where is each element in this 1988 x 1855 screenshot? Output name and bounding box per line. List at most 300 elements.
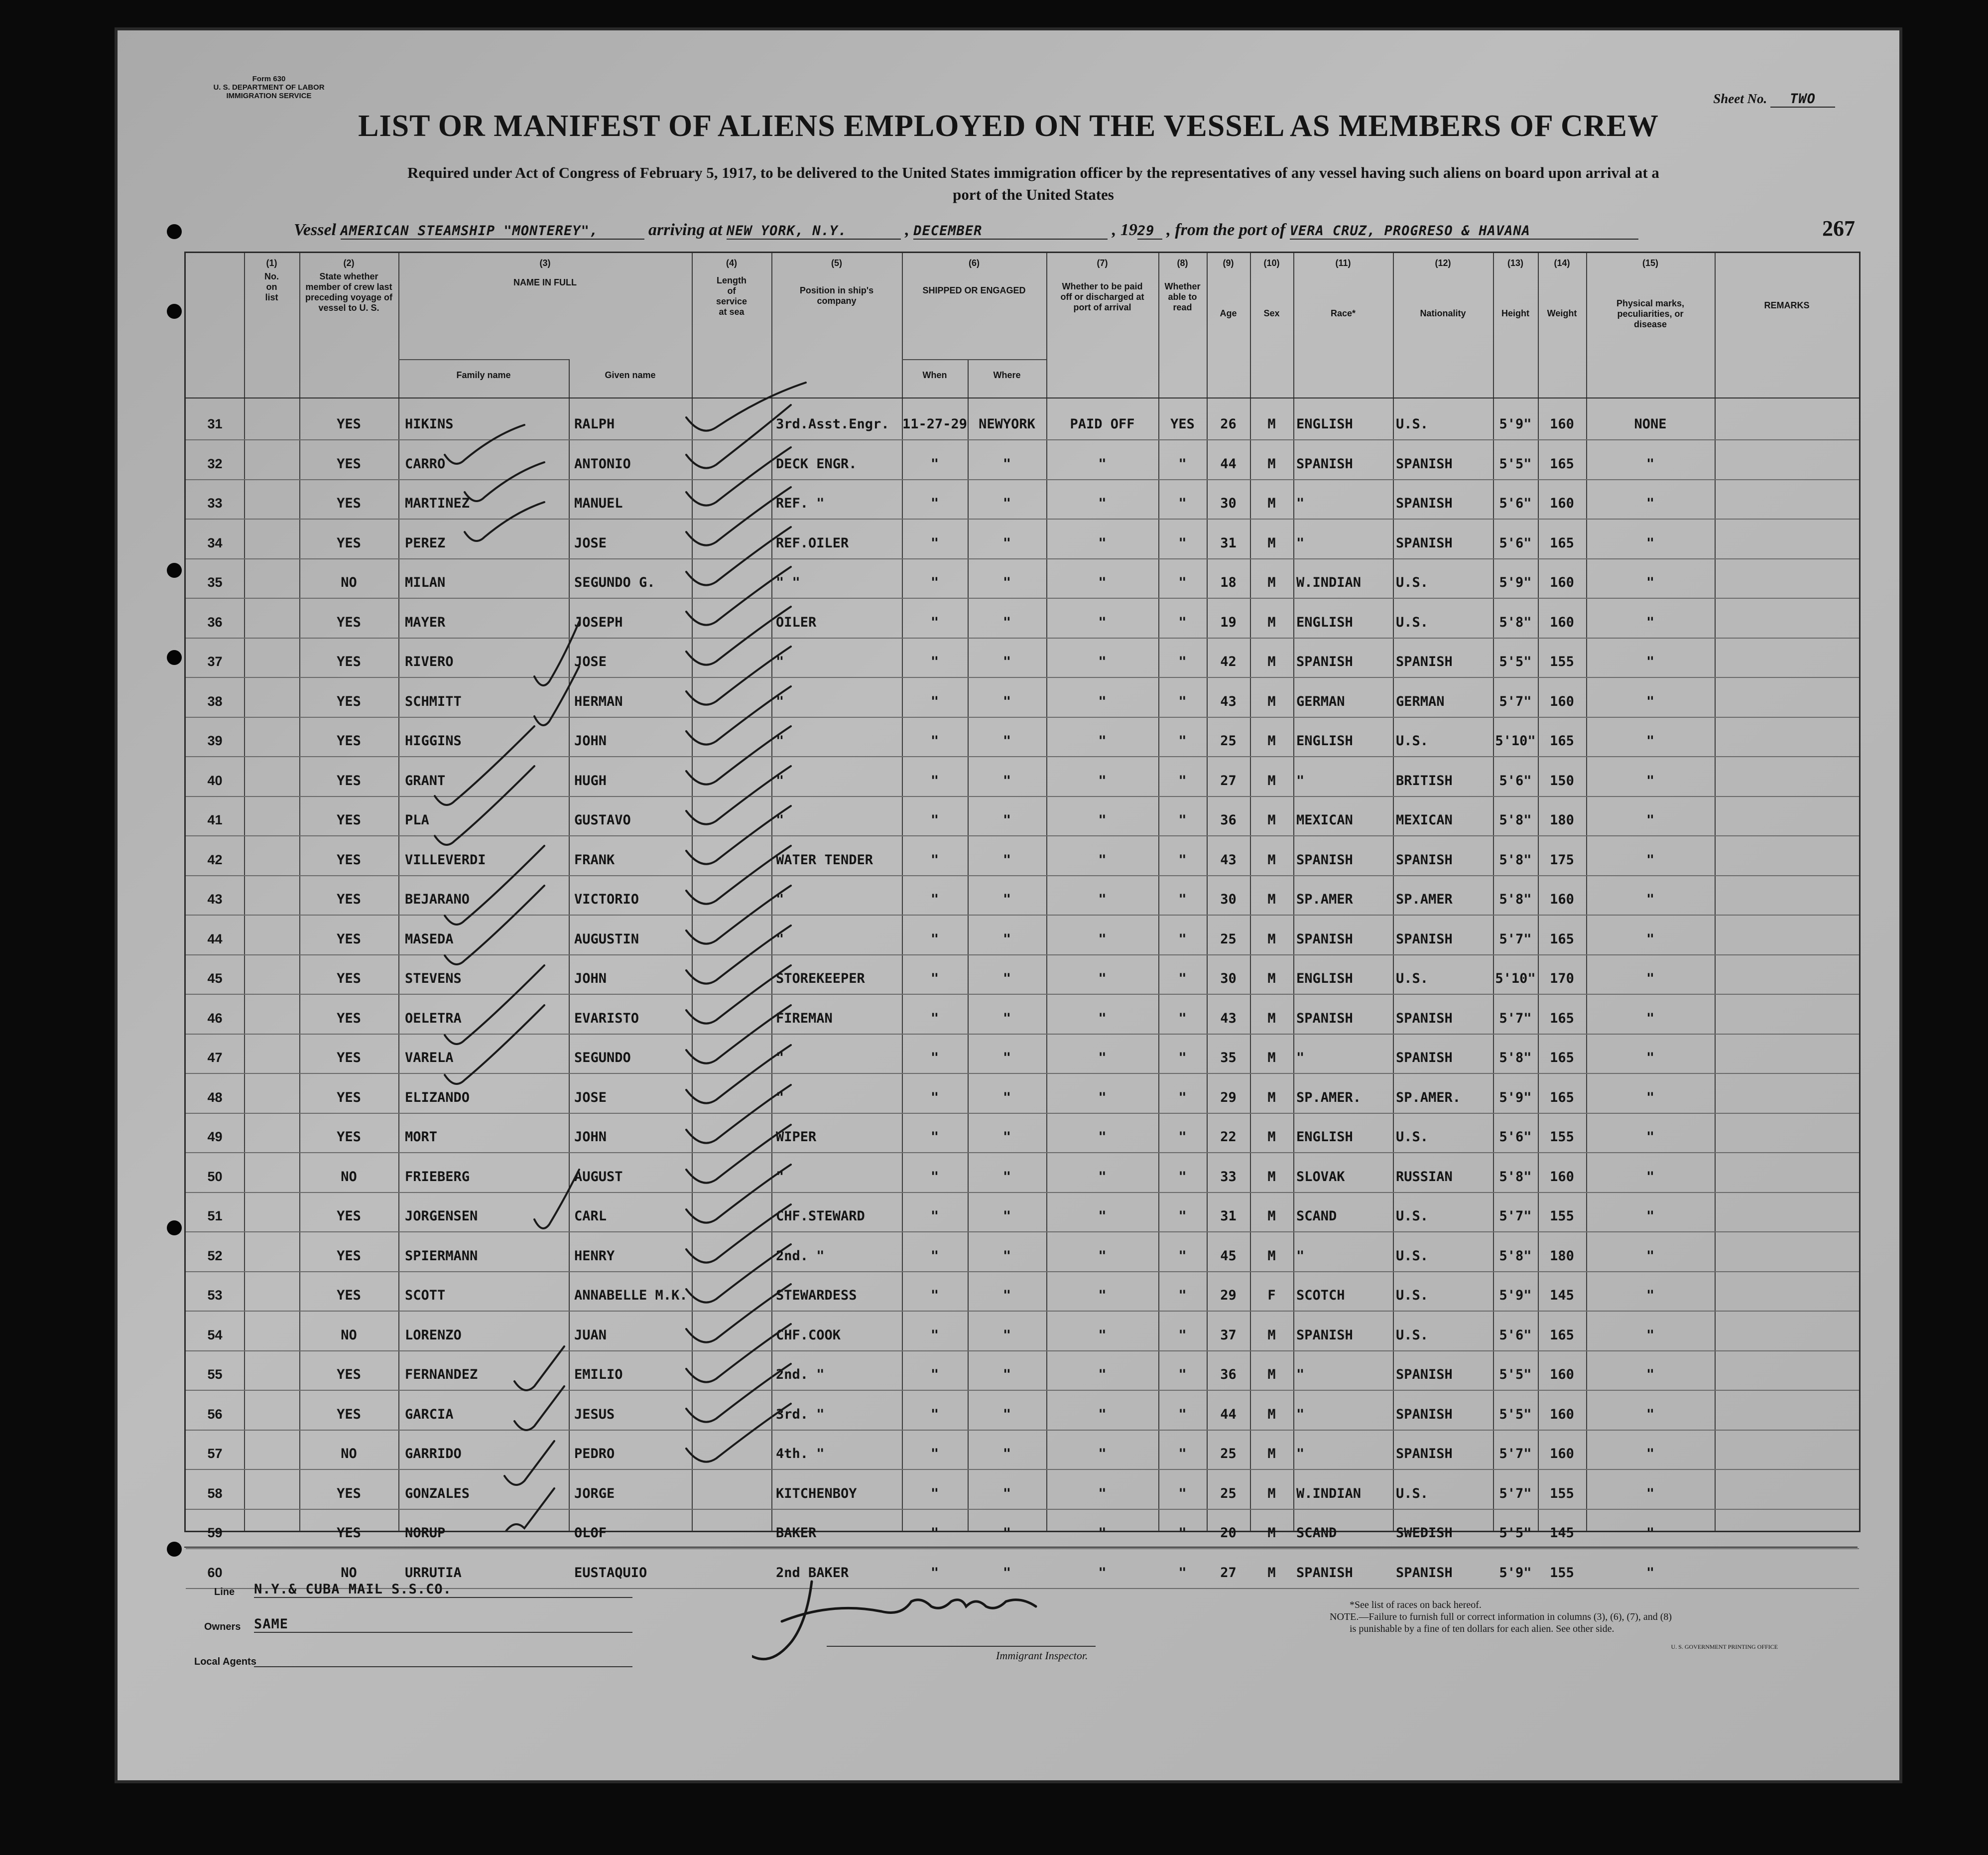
- cell-sex: M: [1267, 1367, 1276, 1382]
- cell-prev: YES: [337, 614, 361, 630]
- cell-when: ": [930, 1129, 939, 1145]
- cell-weight: 165: [1550, 1050, 1574, 1065]
- arriving-port: NEW YORK, N.Y.: [727, 223, 901, 240]
- cell-prev: YES: [337, 812, 361, 828]
- sheet-number: TWO: [1770, 91, 1835, 108]
- cell-family: ELIZANDO: [405, 1089, 470, 1105]
- cell-height: 5'7": [1499, 1010, 1532, 1026]
- cell-age: 29: [1220, 1288, 1237, 1303]
- cell-read: ": [1178, 1129, 1187, 1145]
- cell-age: 43: [1220, 693, 1237, 709]
- cell-no: 32: [207, 456, 223, 471]
- cell-given: EUSTAQUIO: [574, 1565, 647, 1581]
- col-10-header: (10) Sex: [1263, 258, 1280, 318]
- cell-height: 5'5": [1499, 654, 1532, 669]
- cell-age: 43: [1220, 852, 1237, 868]
- cell-paid: ": [1098, 1248, 1107, 1264]
- cell-sex: M: [1267, 614, 1276, 630]
- cell-height: 5'5": [1499, 1525, 1532, 1541]
- cell-marks: ": [1646, 1446, 1655, 1461]
- cell-weight: 180: [1550, 1248, 1574, 1264]
- cell-height: 5'8": [1499, 1050, 1532, 1065]
- cell-prev: NO: [341, 1565, 357, 1581]
- cell-height: 5'6": [1499, 496, 1532, 511]
- cell-family: VARELA: [405, 1050, 454, 1065]
- cell-where: NEWYORK: [979, 416, 1035, 432]
- cell-weight: 165: [1550, 535, 1574, 551]
- cell-nat: BRITISH: [1396, 773, 1453, 789]
- cell-weight: 160: [1550, 416, 1574, 432]
- cell-marks: ": [1646, 812, 1655, 828]
- printer-credit: U. S. GOVERNMENT PRINTING OFFICE: [1671, 1643, 1778, 1650]
- cell-prev: YES: [337, 1050, 361, 1065]
- cell-paid: ": [1098, 1089, 1107, 1105]
- cell-age: 33: [1220, 1169, 1237, 1185]
- cell-where: ": [1002, 1169, 1011, 1185]
- cell-race: SPANISH: [1296, 1327, 1353, 1343]
- cell-marks: ": [1646, 1367, 1655, 1382]
- cell-age: 26: [1220, 416, 1237, 432]
- cell-age: 30: [1220, 971, 1237, 986]
- cell-paid: ": [1098, 733, 1107, 749]
- cell-weight: 175: [1550, 852, 1574, 868]
- cell-when: ": [930, 456, 939, 472]
- cell-marks: ": [1646, 654, 1655, 669]
- cell-no: 33: [207, 496, 223, 511]
- cell-height: 5'5": [1499, 1367, 1532, 1382]
- cell-no: 31: [207, 416, 223, 431]
- col-3-header: (3) NAME IN FULL: [513, 258, 577, 287]
- cell-given: JOHN: [574, 1129, 607, 1145]
- cell-paid: ": [1098, 1367, 1107, 1382]
- cell-height: 5'8": [1499, 1169, 1532, 1185]
- cell-prev: YES: [337, 931, 361, 947]
- cell-pos: ": [776, 931, 784, 947]
- cell-age: 31: [1220, 1208, 1237, 1224]
- check-mark: [514, 1346, 564, 1390]
- cell-pos: ": [776, 812, 784, 828]
- cell-read: ": [1178, 812, 1187, 828]
- cell-sex: M: [1267, 456, 1276, 472]
- cell-paid: ": [1098, 892, 1107, 907]
- col-8-header: (8) Whether able to read: [1164, 258, 1201, 312]
- cell-no: 48: [207, 1089, 223, 1105]
- cell-sex: M: [1267, 1248, 1276, 1264]
- cell-height: 5'8": [1499, 852, 1532, 868]
- cell-age: 19: [1220, 614, 1237, 630]
- given-name-header: Given name: [605, 370, 656, 380]
- check-mark: [686, 1404, 791, 1462]
- cell-pos: WIPER: [776, 1129, 817, 1145]
- cell-paid: ": [1098, 812, 1107, 828]
- cell-where: ": [1002, 1446, 1011, 1461]
- cell-prev: YES: [337, 456, 361, 472]
- cell-nat: U.S.: [1396, 575, 1429, 590]
- handwritten-check-marks: [186, 253, 1859, 1531]
- cell-no: 40: [207, 773, 223, 788]
- cell-marks: ": [1646, 971, 1655, 986]
- cell-read: ": [1178, 892, 1187, 907]
- cell-family: PLA: [405, 812, 429, 828]
- cell-age: 42: [1220, 654, 1237, 669]
- cell-paid: ": [1098, 931, 1107, 947]
- cell-nat: U.S.: [1396, 1288, 1429, 1303]
- col-7-header: (7) Whether to be paid off or discharged at port of arrival: [1060, 258, 1144, 312]
- cell-race: SPANISH: [1296, 456, 1353, 472]
- cell-age: 35: [1220, 1050, 1237, 1065]
- cell-marks: ": [1646, 773, 1655, 789]
- cell-marks: ": [1646, 456, 1655, 472]
- cell-age: 45: [1220, 1248, 1237, 1264]
- cell-when: ": [930, 812, 939, 828]
- cell-weight: 150: [1550, 773, 1574, 789]
- cell-prev: YES: [337, 1248, 361, 1264]
- arriving-label: arriving at: [648, 221, 723, 239]
- cell-pos: ": [776, 1050, 784, 1065]
- cell-family: BEJARANO: [405, 892, 470, 907]
- cell-paid: ": [1098, 614, 1107, 630]
- cell-prev: YES: [337, 971, 361, 986]
- cell-height: 5'8": [1499, 1248, 1532, 1264]
- cell-sex: M: [1267, 496, 1276, 511]
- punch-hole: [167, 1542, 182, 1557]
- check-mark: [514, 1386, 564, 1430]
- cell-read: ": [1178, 773, 1187, 789]
- cell-age: 22: [1220, 1129, 1237, 1145]
- cell-age: 30: [1220, 496, 1237, 511]
- cell-when: ": [930, 1010, 939, 1026]
- cell-where: ": [1002, 693, 1011, 709]
- fine-note-line-2: is punishable by a fine of ten dollars for each alien. See other side.: [1350, 1623, 1615, 1634]
- cell-sex: M: [1267, 1406, 1276, 1422]
- cell-read: ": [1178, 1089, 1187, 1105]
- cell-read: ": [1178, 1208, 1187, 1224]
- cell-where: ": [1002, 1485, 1011, 1501]
- cell-age: 27: [1220, 1565, 1237, 1581]
- cell-when: ": [930, 1169, 939, 1185]
- cell-where: ": [1002, 456, 1011, 472]
- cell-no: 49: [207, 1129, 223, 1144]
- where-header: Where: [993, 370, 1021, 380]
- cell-when: ": [930, 1089, 939, 1105]
- cell-prev: YES: [337, 1367, 361, 1382]
- cell-marks: ": [1646, 1406, 1655, 1422]
- cell-pos: FIREMAN: [776, 1010, 833, 1026]
- cell-pos: ": [776, 1089, 784, 1105]
- cell-paid: ": [1098, 1288, 1107, 1303]
- cell-no: 44: [207, 931, 223, 946]
- form-number: Form 630: [252, 75, 286, 83]
- cell-weight: 180: [1550, 812, 1574, 828]
- cell-given: JOSE: [574, 535, 607, 551]
- cell-paid: ": [1098, 1406, 1107, 1422]
- cell-sex: M: [1267, 1208, 1276, 1224]
- cell-prev: YES: [337, 693, 361, 709]
- cell-given: GUSTAVO: [574, 812, 631, 828]
- inspector-label: Immigrant Inspector.: [996, 1649, 1088, 1662]
- cell-paid: ": [1098, 1485, 1107, 1501]
- cell-age: 25: [1220, 1446, 1237, 1461]
- cell-nat: SPANISH: [1396, 852, 1453, 868]
- cell-given: FRANK: [574, 852, 615, 868]
- subtitle-line-2: port of the United States: [953, 186, 1114, 203]
- cell-prev: NO: [341, 1169, 357, 1185]
- check-mark: [686, 965, 791, 1024]
- check-mark: [534, 666, 579, 725]
- col-2-header: (2) State whether member of crew last preceding voyage of vessel to U. S.: [305, 258, 393, 313]
- cell-family: GRANT: [405, 773, 446, 789]
- cell-sex: M: [1267, 1169, 1276, 1185]
- cell-paid: ": [1098, 654, 1107, 669]
- cell-when: ": [930, 1248, 939, 1264]
- cell-sex: M: [1267, 1129, 1276, 1145]
- cell-family: PEREZ: [405, 535, 446, 551]
- cell-weight: 160: [1550, 1169, 1574, 1185]
- cell-family: MASEDA: [405, 931, 454, 947]
- cell-when: ": [930, 931, 939, 947]
- cell-when: ": [930, 614, 939, 630]
- cell-sex: F: [1267, 1288, 1276, 1303]
- cell-when: ": [930, 1406, 939, 1422]
- cell-height: 5'6": [1499, 773, 1532, 789]
- page-subtitle: [189, 162, 1877, 206]
- cell-no: 53: [207, 1288, 223, 1303]
- cell-where: ": [1002, 654, 1011, 669]
- cell-family: SPIERMANN: [405, 1248, 478, 1264]
- owners-value: SAME: [254, 1616, 632, 1633]
- cell-pos: ": [776, 693, 784, 709]
- cell-when: ": [930, 971, 939, 986]
- cell-where: ": [1002, 1367, 1011, 1382]
- cell-paid: ": [1098, 773, 1107, 789]
- vessel-label: Vessel: [294, 221, 336, 239]
- cell-nat: GERMAN: [1396, 693, 1445, 709]
- cell-pos: " ": [776, 575, 800, 590]
- cell-given: JOSE: [574, 1089, 607, 1105]
- local-agents-field: [254, 1666, 632, 1667]
- cell-when: ": [930, 1367, 939, 1382]
- cell-age: 20: [1220, 1525, 1237, 1541]
- check-mark: [686, 1125, 791, 1183]
- cell-nat: U.S.: [1396, 1208, 1429, 1224]
- line-value: N.Y.& CUBA MAIL S.S.CO.: [254, 1582, 632, 1598]
- cell-race: ": [1296, 1446, 1305, 1461]
- cell-weight: 160: [1550, 1406, 1574, 1422]
- cell-given: HENRY: [574, 1248, 615, 1264]
- cell-height: 5'7": [1499, 693, 1532, 709]
- cell-nat: U.S.: [1396, 1129, 1429, 1145]
- cell-weight: 165: [1550, 733, 1574, 749]
- cell-prev: YES: [337, 1406, 361, 1422]
- cell-weight: 160: [1550, 892, 1574, 907]
- cell-when: ": [930, 1327, 939, 1343]
- cell-marks: ": [1646, 614, 1655, 630]
- cell-nat: U.S.: [1396, 1327, 1429, 1343]
- cell-where: ": [1002, 1288, 1011, 1303]
- cell-given: JESUS: [574, 1406, 615, 1422]
- cell-when: ": [930, 1565, 939, 1581]
- punch-hole: [167, 304, 182, 319]
- cell-height: 5'7": [1499, 1485, 1532, 1501]
- cell-nat: U.S.: [1396, 1248, 1429, 1264]
- cell-no: 58: [207, 1485, 223, 1501]
- check-mark: [534, 622, 579, 685]
- cell-no: 56: [207, 1406, 223, 1422]
- cell-pos: KITCHENBOY: [776, 1485, 857, 1501]
- cell-prev: YES: [337, 1208, 361, 1224]
- cell-race: SCOTCH: [1296, 1288, 1345, 1303]
- cell-family: GONZALES: [405, 1485, 470, 1501]
- cell-when: ": [930, 892, 939, 907]
- cell-where: ": [1002, 1010, 1011, 1026]
- cell-weight: 145: [1550, 1288, 1574, 1303]
- cell-given: AUGUSTIN: [574, 931, 639, 947]
- cell-read: ": [1178, 535, 1187, 551]
- cell-family: GARCIA: [405, 1406, 454, 1422]
- cell-height: 5'9": [1499, 1089, 1532, 1105]
- subtitle-line-1: Required under Act of Congress of February 5, 1917, to be delivered to the United States immigration officer by the representatives of any vessel having such aliens on board upon arrival at a: [407, 164, 1659, 181]
- cell-weight: 155: [1550, 1129, 1574, 1145]
- sheet-label: Sheet No.: [1713, 91, 1767, 106]
- cell-nat: SPANISH: [1396, 496, 1453, 511]
- cell-sex: M: [1267, 971, 1276, 986]
- cell-paid: ": [1098, 852, 1107, 868]
- cell-age: 31: [1220, 535, 1237, 551]
- cell-weight: 165: [1550, 931, 1574, 947]
- cell-where: ": [1002, 971, 1011, 986]
- cell-pos: 2nd. ": [776, 1248, 825, 1264]
- cell-prev: YES: [337, 535, 361, 551]
- cell-nat: SPANISH: [1396, 456, 1453, 472]
- cell-nat: SPANISH: [1396, 1050, 1453, 1065]
- col-9-header: (9) Age: [1220, 258, 1237, 318]
- cell-marks: ": [1646, 1565, 1655, 1581]
- cell-race: W.INDIAN: [1296, 575, 1362, 590]
- cell-marks: ": [1646, 1248, 1655, 1264]
- cell-sex: M: [1267, 535, 1276, 551]
- cell-when: ": [930, 535, 939, 551]
- cell-pos: REF. ": [776, 496, 825, 511]
- cell-marks: ": [1646, 575, 1655, 590]
- check-mark: [435, 726, 534, 805]
- cell-read: ": [1178, 1406, 1187, 1422]
- cell-prev: NO: [341, 575, 357, 590]
- cell-pos: ": [776, 654, 784, 669]
- cell-marks: NONE: [1634, 416, 1667, 432]
- cell-given: EMILIO: [574, 1367, 623, 1382]
- cell-no: 54: [207, 1327, 223, 1342]
- cell-pos: ": [776, 733, 784, 749]
- cell-read: ": [1178, 1525, 1187, 1541]
- cell-sex: M: [1267, 1525, 1276, 1541]
- cell-where: ": [1002, 535, 1011, 551]
- cell-read: ": [1178, 1010, 1187, 1026]
- cell-prev: YES: [337, 1288, 361, 1303]
- cell-pos: STOREKEEPER: [776, 971, 865, 986]
- cell-paid: ": [1098, 535, 1107, 551]
- cell-nat: SPANISH: [1396, 1367, 1453, 1382]
- cell-height: 5'10": [1495, 733, 1536, 749]
- cell-paid: ": [1098, 971, 1107, 986]
- vessel-line: Vessel AMERICAN STEAMSHIP "MONTEREY", arriving at NEW YORK, N.Y. , DECEMBER , 1929 , from the port of VERA CRUZ, PROGRESO & HAVANA: [294, 221, 1638, 240]
- cell-sex: M: [1267, 773, 1276, 789]
- cell-race: ": [1296, 1367, 1305, 1382]
- cell-read: ": [1178, 1485, 1187, 1501]
- cell-marks: ": [1646, 1208, 1655, 1224]
- cell-weight: 160: [1550, 614, 1574, 630]
- cell-prev: NO: [341, 1327, 357, 1343]
- cell-given: VICTORIO: [574, 892, 639, 907]
- cell-read: ": [1178, 1050, 1187, 1065]
- cell-race: SCAND: [1296, 1208, 1337, 1224]
- cell-paid: ": [1098, 1010, 1107, 1026]
- cell-weight: 165: [1550, 1010, 1574, 1026]
- cell-pos: 3rd.Asst.Engr.: [776, 416, 889, 432]
- cell-nat: SPANISH: [1396, 1406, 1453, 1422]
- check-mark: [445, 425, 524, 464]
- cell-race: ": [1296, 1050, 1305, 1065]
- cell-nat: SPANISH: [1396, 1010, 1453, 1026]
- cell-given: JORGE: [574, 1485, 615, 1501]
- col-12-header: (12) Nationality: [1420, 258, 1466, 318]
- cell-read: ": [1178, 456, 1187, 472]
- cell-pos: WATER TENDER: [776, 852, 873, 868]
- cell-family: FERNANDEZ: [405, 1367, 478, 1382]
- cell-read: ": [1178, 693, 1187, 709]
- cell-race: SCAND: [1296, 1525, 1337, 1541]
- cell-nat: U.S.: [1396, 416, 1429, 432]
- cell-race: GERMAN: [1296, 693, 1345, 709]
- cell-marks: ": [1646, 931, 1655, 947]
- cell-age: 36: [1220, 1367, 1237, 1382]
- check-mark: [686, 1005, 791, 1063]
- cell-no: 57: [207, 1446, 223, 1461]
- cell-race: SPANISH: [1296, 1565, 1353, 1581]
- cell-read: ": [1178, 614, 1187, 630]
- cell-nat: SPANISH: [1396, 1446, 1453, 1461]
- year-suffix: 29: [1137, 223, 1162, 240]
- cell-marks: ": [1646, 1525, 1655, 1541]
- check-mark: [686, 1045, 791, 1103]
- cell-no: 36: [207, 614, 223, 630]
- cell-race: ENGLISH: [1296, 614, 1353, 630]
- cell-no: 38: [207, 693, 223, 709]
- cell-race: ENGLISH: [1296, 733, 1353, 749]
- cell-given: JOSEPH: [574, 614, 623, 630]
- page-number: 267: [1822, 216, 1855, 241]
- cell-family: MORT: [405, 1129, 438, 1145]
- cell-marks: ": [1646, 1485, 1655, 1501]
- cell-nat: U.S.: [1396, 614, 1429, 630]
- cell-height: 5'9": [1499, 1565, 1532, 1581]
- cell-no: 52: [207, 1248, 223, 1263]
- crew-table: [184, 252, 1861, 1581]
- cell-read: YES: [1170, 416, 1195, 432]
- cell-race: ENGLISH: [1296, 1129, 1353, 1145]
- cell-race: SP.AMER: [1296, 892, 1353, 907]
- cell-weight: 160: [1550, 1446, 1574, 1461]
- cell-when: ": [930, 733, 939, 749]
- cell-nat: SWEDISH: [1396, 1525, 1453, 1541]
- check-mark: [465, 502, 544, 541]
- cell-weight: 155: [1550, 654, 1574, 669]
- cell-given: AUGUST: [574, 1169, 623, 1185]
- family-name-header: Family name: [456, 370, 511, 380]
- cell-pos: REF.OILER: [776, 535, 849, 551]
- cell-marks: ": [1646, 535, 1655, 551]
- cell-height: 5'7": [1499, 1208, 1532, 1224]
- cell-no: 45: [207, 971, 223, 986]
